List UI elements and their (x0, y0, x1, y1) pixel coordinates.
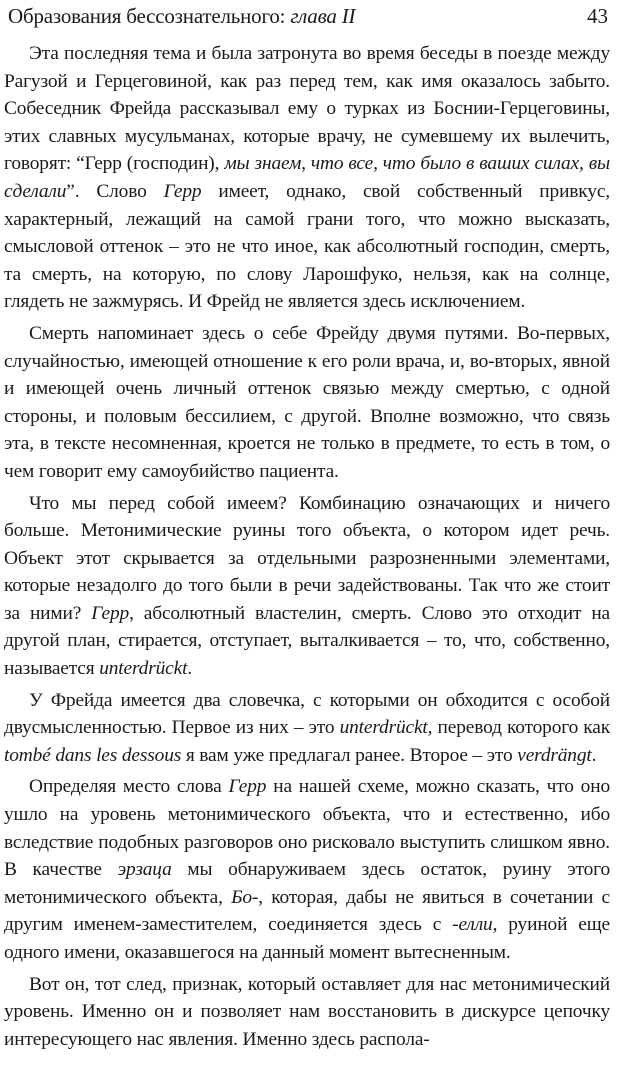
paragraph (4, 687, 610, 770)
text-run: У Фрейда имеется два словечка, с которыми он обходится с особой двусмысленностью. Первое из них – это (4, 689, 610, 739)
text-run: Вот он, тот след, признак, который оставляет для нас метонимический уровень. Именно он и позволяет нам восстановить в дискурсе цепочку интересующего нас явления. Именно здесь распола- (4, 973, 610, 1050)
paragraph (4, 490, 610, 683)
text-run: Смерть напоминает здесь о себе Фрейду двумя путями. Во-первых, случайностью, имеющей отношение к его роли врача, и, во-вторых, явной и имеющей очень личный оттенок связью между смертью, с одной стороны, и половым бессилием, с другой. Вполне возможно, что связь эта, в тексте несомненная, кроется не только в предмете, то есть в том, о чем говорит ему самоубийство пациента. (4, 322, 610, 482)
text-run: . (187, 658, 193, 680)
text-run: . (591, 744, 597, 766)
italic-run: -елли (452, 914, 493, 936)
italic-run: Герр (163, 180, 202, 202)
italic-run: Бо- (231, 886, 259, 908)
text-run: , перевод которого как (427, 717, 610, 739)
running-title-chapter: глава II (290, 4, 356, 28)
text-run: ”. Слово (66, 180, 164, 202)
text-run: имеет, однако, свой собственный привкус, характерный, лежащий на самой грани того, что можно высказать, смысловой оттенок – это не что иное, как абсолютный господин, смерть, та смерть, на которую, по слову Ларошфуко, нельзя, как на солнце, глядеть не зажмурясь. И Фрейд не является здесь исключением. (4, 180, 611, 313)
italic-run: unterdrückt (339, 717, 428, 739)
text-run: мы обнаруживаем здесь остаток, руину этого метонимического объекта, (4, 859, 610, 908)
italic-run: Герр (91, 602, 130, 624)
paragraph (4, 320, 610, 486)
text-run: , абсолютный властелин, смерть. Слово это отходит на другой план, стирается, отступает, выталкивается – то, что, собственно, называется (4, 602, 610, 680)
paragraph (4, 971, 610, 1054)
italic-run: эрзаца (117, 859, 172, 881)
text-run: я вам уже предлагал ранее. Второе – это (181, 744, 518, 766)
running-header (8, 4, 612, 34)
body-text (4, 40, 610, 1057)
running-title-text: Образования бессознательного: (8, 4, 291, 28)
running-title (8, 4, 355, 29)
text-run: на нашей схеме, можно сказать, что оно ушло на уровень метонимического объекта, что и естественно, ибо вследствие подобных разговоров оно рисковало выступить слишком явно. В качестве (4, 776, 610, 881)
paragraph (4, 40, 610, 316)
italic-run: unterdrückt (99, 658, 188, 680)
text-run: (господин), (121, 153, 225, 175)
text-run: Герр (84, 153, 122, 175)
italic-run: Герр (228, 776, 267, 798)
text-run: Что мы перед собой имеем? Комбинацию означающих и ничего больше. Метонимические руины того объекта, о котором идет речь. Объект этот скрывается за отдельными разрозненными элементами, которые незадолго до того были в речи задействованы. Так что же стоит за ними? (4, 492, 610, 624)
text-run: , руиной еще одного имени, оказавшегося на данный момент вытесненным. (4, 914, 610, 963)
text-run: Определяя место слова (29, 776, 229, 798)
italic-run: tombé dans les dessous (4, 744, 182, 766)
paragraph (4, 773, 610, 966)
italic-run: verdrängt (517, 744, 592, 766)
text-run: Эта последняя тема и была затронута во время беседы в поезде между Рагузой и Герцеговиной, как раз перед тем, как имя оказалось забыто. Собеседник Фрейда рассказывал ему о турках из Боснии-Герцеговины, этих славных мусульманах, которые врачу, не сумевшему их вылечить, говорят: “ (4, 43, 610, 175)
italic-run: мы знаем, что все, что было в ваших силах, вы сделали (4, 153, 610, 202)
page-number: 43 (587, 4, 608, 28)
text-run: , которая, дабы не явиться в сочетании с другим именем-заместителем, соединяется здесь с (4, 886, 610, 936)
